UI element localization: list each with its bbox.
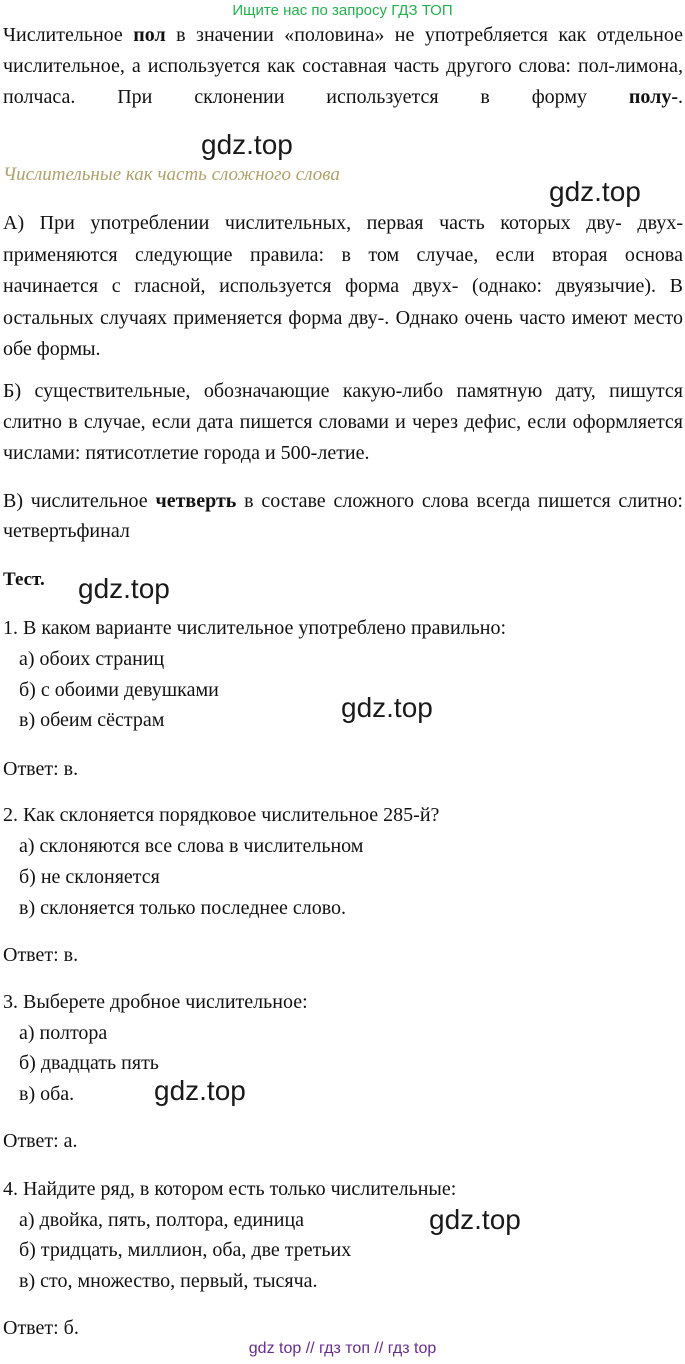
question-3-option-c: в) оба. [19, 1083, 75, 1105]
question-3: 3. Выберете дробное числительное: [3, 991, 308, 1013]
question-2-option-b: б) не склоняется [19, 866, 160, 888]
rule-a-paragraph: А) При употреблении числительных, первая часть которых дву- двух- применяются следующие правила: в том случае, если вторая основа начинается с гласной, используется форма двух- (однако: двуязычие). В остальных случаях применяется форма дву-. Однако очень часто имеют место обе формы. [3, 212, 683, 360]
footer-links: gdz top // гдз топ // гдз top [248, 1340, 437, 1357]
question-2: 2. Как склоняется порядковое числительное 285-й? [3, 804, 440, 826]
watermark-5: gdz.top [154, 1075, 246, 1106]
question-4-option-a: а) двойка, пять, полтора, единица [19, 1209, 305, 1231]
question-1-option-c: в) обеим сёстрам [19, 709, 165, 731]
question-1: 1. В каком варианте числительное употреблено правильно: [3, 617, 507, 639]
question-2-option-c: в) склоняется только последнее слово. [19, 897, 347, 919]
question-1-option-b: б) с обоими девушками [19, 679, 219, 701]
intro-bold-polu: полу- [628, 86, 678, 108]
intro-text-1: Числительное [3, 24, 134, 46]
question-4-option-c: в) сто, множество, первый, тысяча. [19, 1270, 318, 1292]
question-2-option-a: а) склоняются все слова в числительном [19, 835, 364, 857]
intro-bold-pol: пол [133, 24, 166, 46]
question-1-answer: Ответ: в. [3, 758, 79, 780]
intro-paragraph [3, 20, 683, 113]
search-banner: Ищите нас по запросу ГДЗ ТОП [232, 2, 453, 19]
question-4-answer: Ответ: б. [3, 1317, 79, 1339]
question-3-answer: Ответ: а. [3, 1130, 78, 1152]
question-3-option-a: а) полтора [19, 1022, 108, 1044]
rule-c-text-1: В) числительное [3, 490, 156, 512]
watermark-1: gdz.top [201, 129, 293, 160]
intro-text-3: . [678, 86, 683, 108]
question-3-option-b: б) двадцать пять [19, 1052, 159, 1074]
section-heading: Числительные как часть сложного слова [3, 164, 340, 185]
question-4-option-b: б) тридцать, миллион, оба, две третьих [19, 1239, 352, 1261]
question-2-answer: Ответ: в. [3, 944, 79, 966]
test-title: Тест. [3, 569, 45, 590]
watermark-3: gdz.top [78, 573, 170, 604]
watermark-6: gdz.top [429, 1204, 521, 1235]
rule-b-paragraph: Б) существительные, обозначающие какую-либо памятную дату, пишутся слитно в случае, если дата пишется словами и через дефис, если оформляется числами: пятисотлетие города и 500-летие. [3, 380, 683, 464]
watermark-4: gdz.top [341, 692, 433, 723]
watermark-2: gdz.top [549, 176, 641, 207]
rule-c-text-2: в составе сложного слова всегда пишется слитно: четвертьфинал [3, 490, 683, 542]
rule-c-paragraph [3, 486, 683, 546]
intro-text-2: в значении «половина» не употребляется как отдельное числительное, а используется как составная часть другого слова: пол-лимона, полчаса. При склонении используется в форму [3, 24, 683, 108]
question-4: 4. Найдите ряд, в котором есть только числительные: [3, 1178, 457, 1200]
question-1-option-a: а) обоих страниц [19, 648, 165, 670]
rule-c-bold-chetvert: четверть [155, 490, 237, 512]
